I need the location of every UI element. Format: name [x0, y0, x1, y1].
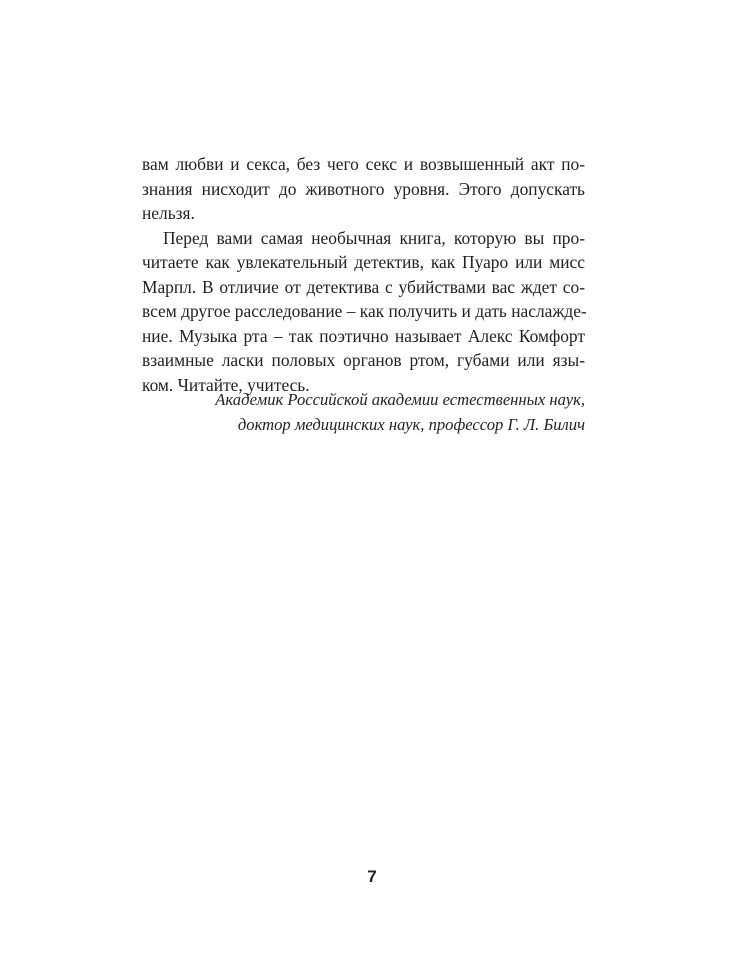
text-line: ние. Музыка рта – так поэтично называет Алекс Комфорт	[142, 325, 585, 346]
paragraph-book-introduction	[142, 226, 585, 398]
text-line: читаете как увлекательный детектив, как Пуаро или мисс	[142, 252, 585, 272]
paragraph-continued	[142, 152, 585, 226]
text-line: Перед вами самая необычная книга, которую вы про-	[163, 227, 585, 248]
body-text	[142, 152, 585, 397]
text-line: нельзя.	[142, 203, 195, 223]
text-line: ком. Читайте, учитесь.	[142, 374, 310, 395]
signature-line-title: Академик Российской академии естественных наук,	[215, 390, 585, 409]
author-signature	[142, 388, 585, 437]
text-line: вам любви и секса, без чего секс и возвышенный акт по-	[142, 154, 585, 174]
page-number: 7	[367, 867, 377, 886]
text-line: всем другое расследование – как получить и дать наслажде-	[142, 301, 587, 321]
text-line: знания нисходит до животного уровня. Этого допускать	[142, 178, 585, 199]
text-line: взаимные ласки половых органов ртом, губами или язы-	[142, 350, 585, 370]
signature-line-name: доктор медицинских наук, профессор Г. Л. Билич	[237, 414, 585, 434]
text-line: Марпл. В отличие от детектива с убийствами вас ждет со-	[142, 276, 585, 297]
